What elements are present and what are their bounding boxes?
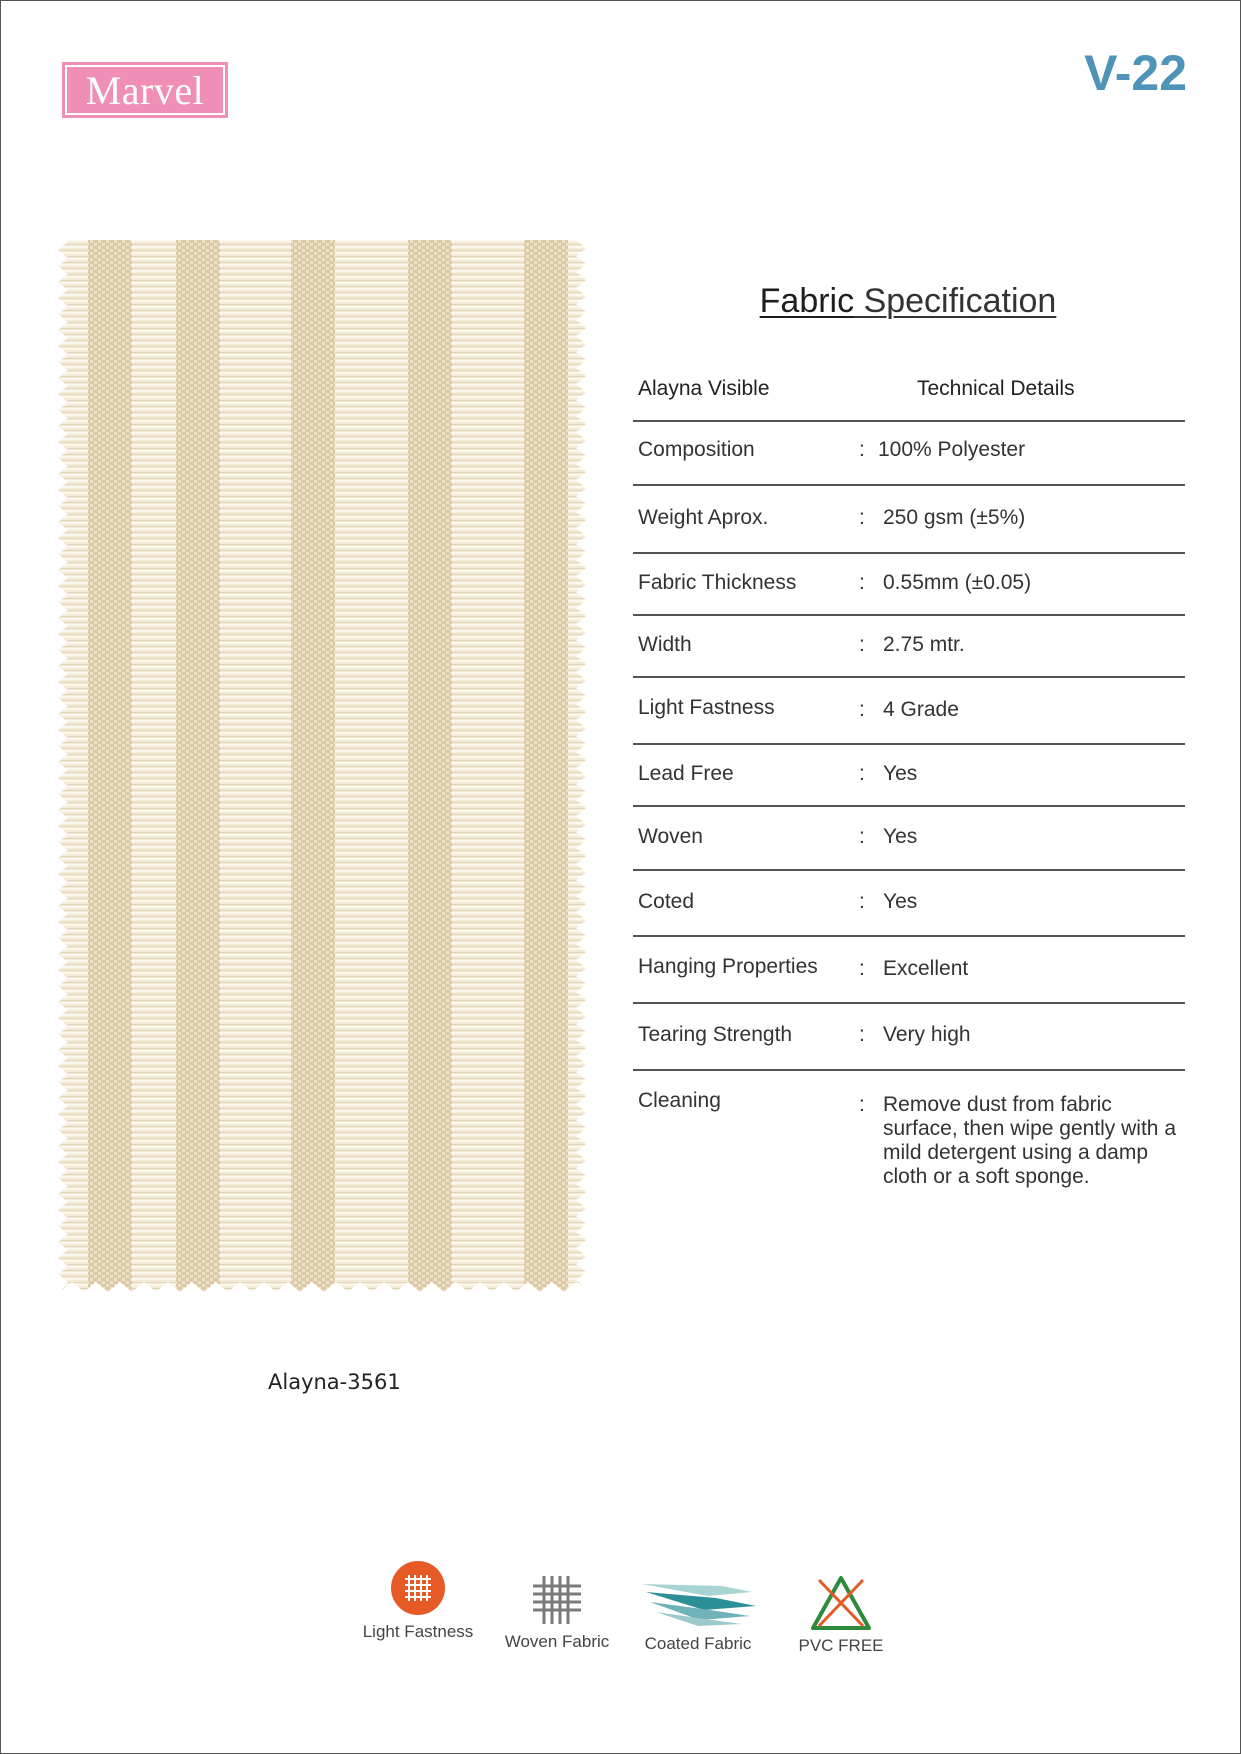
spec-row-label: Lead Free bbox=[638, 762, 734, 785]
spec-row-hanging bbox=[633, 937, 1185, 1004]
spec-title bbox=[633, 282, 1183, 321]
brand-logo-text: Marvel bbox=[65, 65, 225, 115]
spec-row-label: Weight Aprox. bbox=[638, 506, 769, 529]
spec-row-tearing bbox=[633, 1004, 1185, 1071]
spec-row-colon: : bbox=[859, 1093, 865, 1116]
swatch-label: Alayna-3561 bbox=[268, 1370, 401, 1394]
spec-row-light-fastness bbox=[633, 678, 1185, 745]
fabric-stripe bbox=[524, 240, 568, 1292]
spec-row-label: Composition bbox=[638, 438, 755, 461]
coated-fabric-icon bbox=[638, 1582, 758, 1626]
feature-label: Light Fastness bbox=[362, 1622, 474, 1641]
spec-row-value: 0.55mm (±0.05) bbox=[883, 571, 1032, 594]
light-fastness-icon bbox=[390, 1560, 446, 1616]
spec-row-label: Width bbox=[638, 633, 692, 656]
spec-row-colon: : bbox=[859, 762, 865, 785]
spec-row-value: 4 Grade bbox=[883, 698, 959, 721]
spec-row-label: Fabric Thickness bbox=[638, 571, 797, 594]
spec-row-composition bbox=[633, 422, 1185, 486]
spec-row-colon: : bbox=[859, 571, 865, 594]
spec-row-colon: : bbox=[859, 438, 865, 461]
spec-row-label: Hanging Properties bbox=[638, 955, 818, 978]
spec-row-value: 2.75 mtr. bbox=[883, 633, 965, 656]
spec-row-width bbox=[633, 616, 1185, 678]
spec-row-colon: : bbox=[859, 890, 865, 913]
feature-label: PVC FREE bbox=[798, 1636, 884, 1655]
spec-row-value: Yes bbox=[883, 762, 918, 785]
spec-row-colon: : bbox=[859, 957, 865, 980]
feature-pvc-free bbox=[786, 1574, 896, 1656]
spec-row-value: Very high bbox=[883, 1023, 971, 1046]
spec-header-details: Technical Details bbox=[917, 377, 1075, 400]
spec-row-coted bbox=[633, 871, 1185, 937]
spec-row-colon: : bbox=[859, 698, 865, 721]
spec-row-thickness bbox=[633, 554, 1185, 616]
feature-light-fastness bbox=[356, 1560, 480, 1642]
spec-row-label: Light Fastness bbox=[638, 696, 775, 719]
spec-row-lead-free bbox=[633, 745, 1185, 807]
woven-fabric-icon bbox=[530, 1574, 584, 1626]
spec-row-value: 100% Polyester bbox=[878, 438, 1026, 461]
spec-row-weight bbox=[633, 486, 1185, 554]
feature-woven-fabric bbox=[500, 1574, 614, 1652]
spec-header-product: Alayna Visible bbox=[638, 377, 770, 400]
spec-row-value: 250 gsm (±5%) bbox=[883, 506, 1026, 529]
spec-title-bold: Fabric bbox=[759, 282, 855, 320]
spec-row-woven bbox=[633, 807, 1185, 871]
spec-table-header bbox=[633, 374, 1185, 422]
spec-row-value: Excellent bbox=[883, 957, 969, 980]
spec-row-colon: : bbox=[859, 506, 865, 529]
fabric-stripe bbox=[88, 240, 132, 1292]
spec-row-colon: : bbox=[859, 825, 865, 848]
pvc-free-icon bbox=[809, 1574, 873, 1632]
spec-row-value: Yes bbox=[883, 890, 918, 913]
brand-logo bbox=[62, 62, 228, 118]
spec-row-label: Woven bbox=[638, 825, 703, 848]
feature-label: Coated Fabric bbox=[644, 1634, 752, 1653]
spec-row-colon: : bbox=[859, 1023, 865, 1046]
spec-row-value: Remove dust from fabric surface, then wipe gently with a mild detergent using a damp cloth or a soft sponge. bbox=[883, 1093, 1176, 1188]
spec-row-label: Tearing Strength bbox=[638, 1023, 793, 1046]
fabric-stripe bbox=[176, 240, 220, 1292]
fabric-stripe bbox=[408, 240, 452, 1292]
spec-row-colon: : bbox=[859, 633, 865, 656]
spec-title-rest: Specification bbox=[863, 282, 1057, 320]
spec-row-value: Yes bbox=[883, 825, 918, 848]
feature-coated-fabric bbox=[632, 1582, 764, 1654]
spec-row-label: Cleaning bbox=[638, 1089, 721, 1112]
spec-row-label: Coted bbox=[638, 890, 695, 913]
product-code: V-22 bbox=[1084, 45, 1187, 101]
fabric-stripe bbox=[291, 240, 335, 1292]
spec-row-cleaning bbox=[633, 1071, 1185, 1201]
feature-label: Woven Fabric bbox=[504, 1632, 610, 1651]
fabric-swatch-image bbox=[58, 240, 586, 1292]
feature-icons bbox=[0, 1550, 1241, 1670]
